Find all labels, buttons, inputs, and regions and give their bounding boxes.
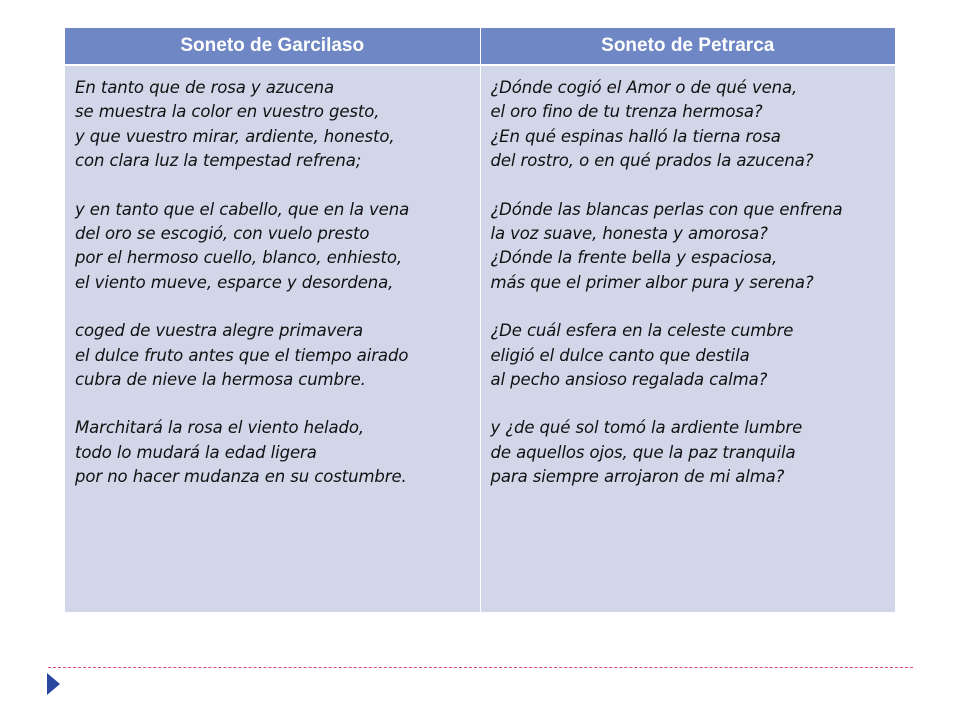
verse-line: ¿En qué espinas halló la tierna rosa xyxy=(490,126,781,146)
verse-line: se muestra la color en vuestro gesto, xyxy=(75,102,380,122)
footer-divider xyxy=(48,667,913,668)
verse-line: ¿Dónde la frente bella y espaciosa, xyxy=(490,248,778,268)
verse-line: Marchitará la rosa el viento helado, xyxy=(75,418,365,438)
verse-line: el dulce fruto antes que el tiempo airado xyxy=(75,345,409,365)
verse-line: En tanto que de rosa y azucena xyxy=(75,78,335,97)
triangle-bullet-icon xyxy=(47,673,60,695)
sonnet-comparison-table xyxy=(65,28,895,612)
verse-line: de aquellos ojos, que la paz tranquila xyxy=(490,442,796,462)
verse-line: y que vuestro mirar, ardiente, honesto, xyxy=(75,126,395,146)
verse-line: el viento mueve, esparce y desordena, xyxy=(75,272,394,292)
verse-line: ¿Dónde cogió el Amor o de qué vena, xyxy=(490,78,798,97)
stanza xyxy=(491,198,886,296)
verse-line: y en tanto que el cabello, que en la vena xyxy=(75,199,410,219)
verse-line: y ¿de qué sol tomó la ardiente lumbre xyxy=(490,418,803,438)
verse-line: del oro se escogió, con vuelo presto xyxy=(75,224,370,244)
stanza xyxy=(75,416,470,489)
verse-line: al pecho ansioso regalada calma? xyxy=(490,370,768,390)
verse-line: el oro fino de tu trenza hermosa? xyxy=(490,102,763,122)
verse-line: con clara luz la tempestad refrena; xyxy=(75,151,362,171)
verse-line: coged de vuestra alegre primavera xyxy=(75,321,363,341)
stanza xyxy=(491,76,886,174)
verse-line: más que el primer albor pura y serena? xyxy=(490,272,814,292)
table-header-row xyxy=(65,28,895,65)
table-body-row xyxy=(65,65,895,612)
header-garcilaso: Soneto de Garcilaso xyxy=(65,28,480,65)
stanza xyxy=(491,319,886,392)
stanza xyxy=(75,319,470,392)
verse-line: por no hacer mudanza en su costumbre. xyxy=(75,467,407,487)
verse-line: eligió el dulce canto que destila xyxy=(490,345,750,365)
stanza xyxy=(75,76,470,174)
verse-line: todo lo mudará la edad ligera xyxy=(75,442,317,462)
stanza xyxy=(75,198,470,296)
header-petrarca: Soneto de Petrarca xyxy=(480,28,895,65)
verse-line: del rostro, o en qué prados la azucena? xyxy=(490,151,814,171)
verse-line: por el hermoso cuello, blanco, enhiesto, xyxy=(75,248,402,268)
stanza xyxy=(491,416,886,489)
garcilaso-sonnet-cell xyxy=(65,65,480,612)
verse-line: para siempre arrojaron de mi alma? xyxy=(490,467,785,487)
verse-line: la voz suave, honesta y amorosa? xyxy=(490,224,768,244)
verse-line: cubra de nieve la hermosa cumbre. xyxy=(75,370,366,390)
verse-line: ¿Dónde las blancas perlas con que enfrena xyxy=(490,199,843,219)
verse-line: ¿De cuál esfera en la celeste cumbre xyxy=(490,321,794,341)
petrarca-sonnet-cell xyxy=(480,65,895,612)
